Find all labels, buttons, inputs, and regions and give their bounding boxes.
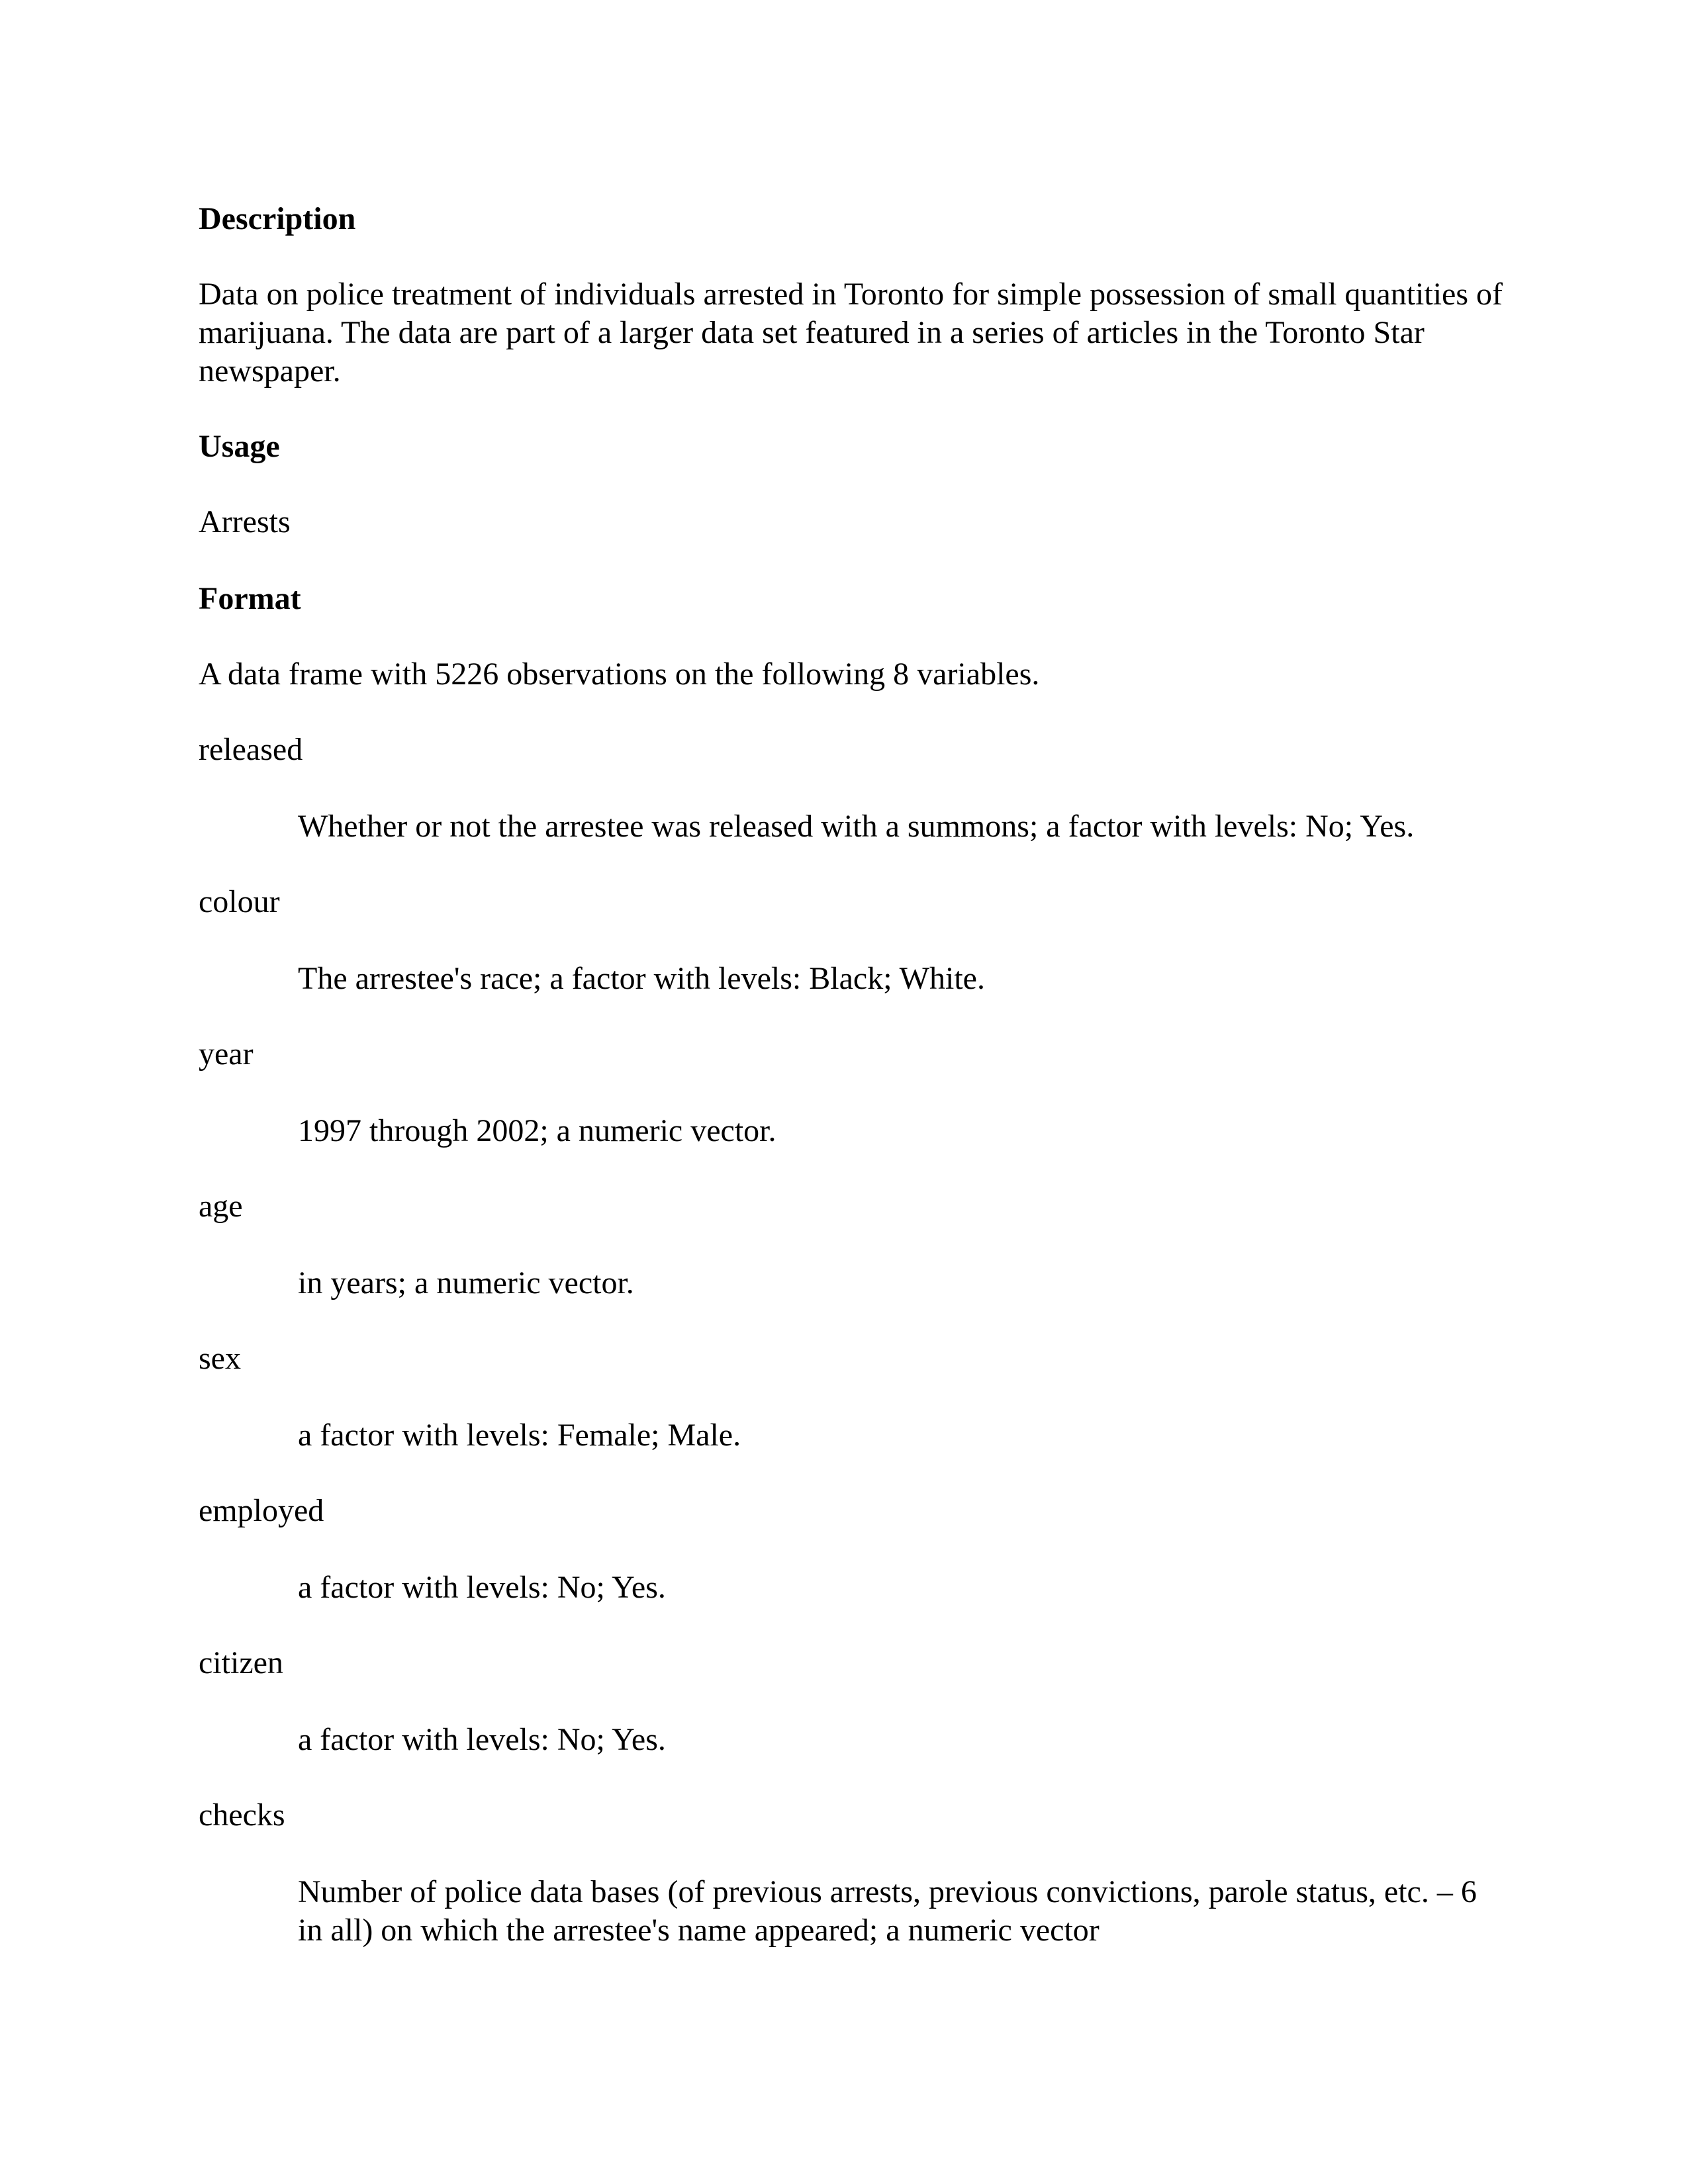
variable-desc-citizen: a factor with levels: No; Yes. xyxy=(298,1722,666,1757)
variable-desc-year: 1997 through 2002; a numeric vector. xyxy=(298,1113,776,1148)
description-heading: Description xyxy=(199,201,356,236)
format-heading: Format xyxy=(199,581,301,616)
variable-name-sex: sex xyxy=(199,1341,241,1376)
usage-text: Arrests xyxy=(199,504,291,539)
variable-desc-released: Whether or not the arrestee was released with a summons; a factor with levels: No; Yes. xyxy=(298,809,1415,844)
variable-desc-checks: Number of police data bases (of previous arrests, previous convictions, parole status, etc. – 6 in all) on which the arrestee's name appeared; a numeric vector xyxy=(298,1874,1477,1948)
variable-name-age: age xyxy=(199,1189,243,1224)
variable-name-checks: checks xyxy=(199,1797,285,1833)
variable-desc-colour: The arrestee's race; a factor with levels: Black; White. xyxy=(298,961,985,996)
format-text: A data frame with 5226 observations on the following 8 variables. xyxy=(199,657,1040,692)
variable-name-colour: colour xyxy=(199,884,280,919)
variable-desc-sex: a factor with levels: Female; Male. xyxy=(298,1418,741,1453)
description-text: Data on police treatment of individuals arrested in Toronto for simple possession of small quantities of marijuana. The data are part of a larger data set featured in a series of articles in the Toronto Star newspaper. xyxy=(199,277,1503,388)
variable-name-employed: employed xyxy=(199,1493,324,1528)
variable-desc-employed: a factor with levels: No; Yes. xyxy=(298,1570,666,1605)
variable-name-released: released xyxy=(199,732,303,767)
variable-name-year: year xyxy=(199,1036,254,1071)
usage-heading: Usage xyxy=(199,429,280,464)
variable-desc-age: in years; a numeric vector. xyxy=(298,1265,634,1300)
variable-name-citizen: citizen xyxy=(199,1645,283,1680)
